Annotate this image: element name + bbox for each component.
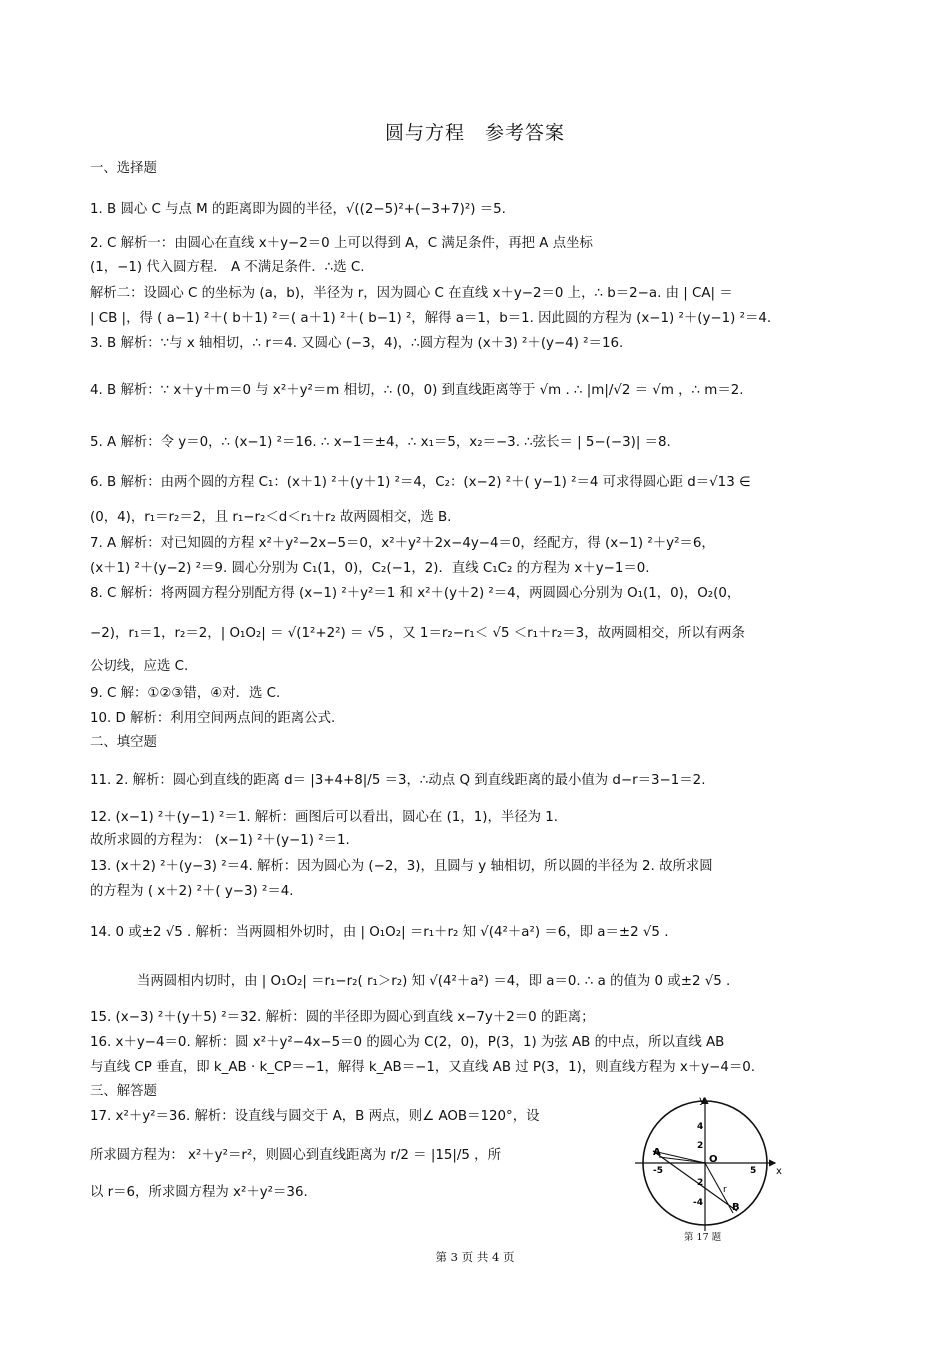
section-fill: 二、填空题 xyxy=(90,735,157,750)
answer-line: 14. 0 或±2 √5 . 解析：当两圆相外切时，由 | O₁O₂| ＝r₁＋r₂ 知 √(4²＋a²) ＝6，即 a＝±2 √5 . xyxy=(90,925,669,940)
point-a-label: A xyxy=(653,1147,661,1158)
page-title: 圆与方程 参考答案 xyxy=(384,122,565,144)
answer-line: 13. (x＋2) ²＋(y−3) ²＝4. 解析：因为圆心为 (−2，3)，且圆与 y 轴相切，所以圆的半径为 2. 故所求圆 xyxy=(90,859,713,874)
answer-line: 以 r＝6，所求圆方程为 x²＋y²＝36. xyxy=(90,1185,308,1200)
answer-line: 10. D 解析：利用空间两点间的距离公式. xyxy=(90,711,336,726)
answer-line: 与直线 CP 垂直，即 k_AB · k_CP＝−1，解得 k_AB＝−1，又直线 AB 过 P(3，1)，则直线方程为 x＋y−4＝0. xyxy=(90,1060,756,1075)
answer-line: 故所求圆的方程为： (x−1) ²＋(y−1) ²＝1. xyxy=(90,833,350,848)
problem-17-figure xyxy=(633,1095,781,1235)
figure-caption: 第 17 题 xyxy=(684,1232,722,1243)
section-choice: 一、选择题 xyxy=(90,161,157,176)
axis-y-label: y xyxy=(699,1095,705,1106)
tick-label: 2 xyxy=(697,1141,704,1151)
answer-line: −2)，r₁＝1，r₂＝2，| O₁O₂| ＝ √(1²+2²) ＝ √5 ，又 1＝r₂−r₁＜ √5 ＜r₁＋r₂＝3，故两圆相交，所以有两条 xyxy=(90,626,745,641)
answer-line: 所求圆方程为： x²＋y²＝r²，则圆心到直线距离为 r/2 ＝ |15|/5 ，所 xyxy=(90,1148,501,1163)
answer-line: 3. B 解析：∵与 x 轴相切，∴ r＝4. 又圆心 (−3，4)，∴圆方程为 (x＋3) ²＋(y−4) ²＝16. xyxy=(90,336,624,351)
radius-ob xyxy=(705,1163,733,1213)
answer-line: 当两圆相内切时，由 | O₁O₂| ＝r₁−r₂( r₁＞r₂) 知 √(4²＋a²) ＝4，即 a＝0. ∴ a 的值为 0 或±2 √5 . xyxy=(137,974,731,989)
tick-label: 2 xyxy=(697,1178,704,1188)
answer-line: 15. (x−3) ²＋(y＋5) ²＝32. 解析：圆的半径即为圆心到直线 x−7y＋2＝0 的距离； xyxy=(90,1010,595,1025)
answer-line: 6. B 解析：由两个圆的方程 C₁：(x＋1) ²＋(y＋1) ²＝4，C₂：(x−2) ²＋( y−1) ²＝4 可求得圆心距 d＝√13 ∈ xyxy=(90,475,751,490)
answer-line: 12. (x−1) ²＋(y−1) ²＝1. 解析：画图后可以看出，圆心在 (1，1)，半径为 1. xyxy=(90,810,559,825)
origin-label: O xyxy=(709,1154,718,1165)
answer-line: 2. C 解析一：由圆心在直线 x＋y−2＝0 上可以得到 A，C 满足条件，再把 A 点坐标 xyxy=(90,236,593,251)
radius-label: r xyxy=(723,1185,727,1195)
answer-line: 的方程为 ( x＋2) ²＋( y−3) ²＝4. xyxy=(90,884,294,899)
tick-label: -4 xyxy=(693,1198,703,1208)
tick-label: -5 xyxy=(653,1166,663,1176)
answer-line: 5. A 解析：令 y＝0，∴ (x−1) ²＝16. ∴ x−1＝±4，∴ x₁＝5，x₂＝−3. ∴弦长＝ | 5−(−3)| ＝8. xyxy=(90,435,671,450)
axis-x-label: x xyxy=(776,1166,782,1177)
answer-line: 11. 2. 解析：圆心到直线的距离 d＝ |3+4+8|/5 ＝3，∴动点 Q 到直线距离的最小值为 d−r＝3−1＝2. xyxy=(90,773,706,788)
answer-line: | CB |，得 ( a−1) ²＋( b＋1) ²＝( a＋1) ²＋( b−1) ²，解得 a＝1，b＝1. 因此圆的方程为 (x−1) ²＋(y−1) ²＝4. xyxy=(90,311,772,326)
answer-line: 解析二：设圆心 C 的坐标为 (a，b)，半径为 r，因为圆心 C 在直线 x＋y−2＝0 上，∴ b＝2−a. 由 | CA| ＝ xyxy=(90,286,733,301)
answer-line: 公切线，应选 C. xyxy=(90,659,189,674)
answer-line: (x＋1) ²＋(y−2) ²＝9. 圆心分别为 C₁(1，0)，C₂(−1，2)．直线 C₁C₂ 的方程为 x＋y−1＝0. xyxy=(90,561,650,576)
answer-line: 8. C 解析：将两圆方程分别配方得 (x−1) ²＋y²＝1 和 x²＋(y＋2) ²＝4，两圆圆心分别为 O₁(1，0)，O₂(0， xyxy=(90,586,741,601)
answer-line: 1. B 圆心 C 与点 M 的距离即为圆的半径，√((2−5)²+(−3+7)²) ＝5. xyxy=(90,202,506,217)
point-b-label: B xyxy=(732,1202,740,1213)
answer-line: 16. x＋y−4＝0. 解析：圆 x²＋y²−4x−5＝0 的圆心为 C(2，0)，P(3，1) 为弦 AB 的中点，所以直线 AB xyxy=(90,1035,725,1050)
answer-line: 9. C 解：①②③错，④对．选 C. xyxy=(90,686,281,701)
tick-label: 4 xyxy=(697,1122,704,1132)
answer-line: 17. x²＋y²＝36. 解析：设直线与圆交于 A，B 两点，则∠ AOB＝120°，设 xyxy=(90,1109,540,1124)
section-solve: 三、解答题 xyxy=(90,1084,157,1099)
tick-label: 5 xyxy=(750,1166,757,1176)
answer-line: (1，−1) 代入圆方程． A 不满足条件．∴选 C. xyxy=(90,260,365,275)
answer-line: 7. A 解析：对已知圆的方程 x²＋y²−2x−5＝0，x²＋y²＋2x−4y−4＝0，经配方，得 (x−1) ²＋y²＝6， xyxy=(90,536,715,551)
answer-line: (0，4)，r₁＝r₂＝2，且 r₁−r₂＜d＜r₁＋r₂ 故两圆相交，选 B. xyxy=(90,510,452,525)
answer-line: 4. B 解析：∵ x＋y＋m＝0 与 x²＋y²＝m 相切，∴ (0，0) 到直线距离等于 √m . ∴ |m|/√2 ＝ √m ，∴ m＝2. xyxy=(90,383,744,398)
page-footer: 第 3 页 共 4 页 xyxy=(435,1250,515,1264)
